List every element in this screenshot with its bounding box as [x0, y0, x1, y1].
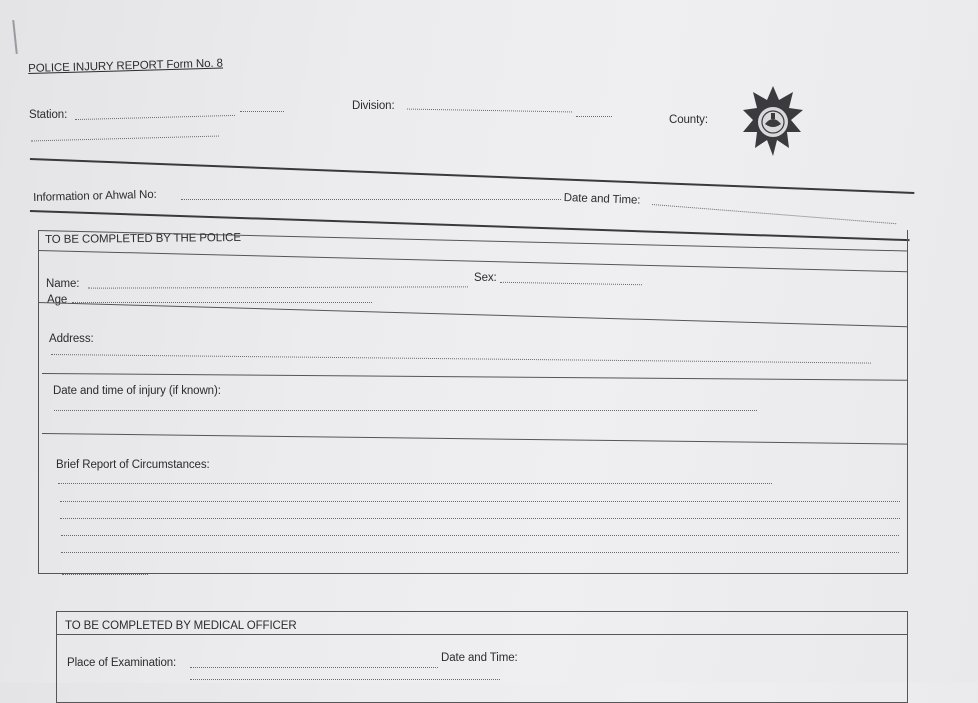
injury-time-label: Date and time of injury (if known): [53, 385, 221, 397]
station-field-ext[interactable] [240, 111, 284, 112]
circumstances-line-2[interactable] [60, 501, 900, 502]
header-date-time-field[interactable] [652, 204, 896, 224]
division-field[interactable] [407, 109, 572, 113]
info-label: Information or Ahwal No: [33, 188, 157, 204]
medical-section-title: TO BE COMPLETED BY MEDICAL OFFICER [65, 620, 297, 632]
police-section-title: TO BE COMPLETED BY THE POLICE [45, 231, 241, 246]
name-label: Name: [46, 278, 80, 290]
place-label: Place of Examination: [67, 657, 177, 669]
form-title: POLICE INJURY REPORT Form No. 8 [28, 57, 224, 75]
address-label: Address: [49, 333, 94, 345]
circumstances-line-1[interactable] [58, 483, 772, 484]
division-field-ext[interactable] [576, 116, 612, 117]
medical-date-time-label: Date and Time: [441, 652, 518, 664]
county-label: County: [669, 114, 708, 126]
circumstances-line-3[interactable] [60, 518, 900, 519]
header-date-time-label: Date and Time: [563, 192, 641, 207]
info-field[interactable] [181, 199, 561, 200]
circumstances-line-6[interactable] [62, 574, 148, 575]
station-field-line2[interactable] [31, 136, 219, 142]
place-field-line2[interactable] [190, 679, 500, 680]
station-field[interactable] [75, 115, 235, 120]
circumstances-line-5[interactable] [61, 552, 899, 553]
circumstances-line-4[interactable] [61, 535, 899, 536]
sex-label: Sex: [474, 272, 497, 284]
police-seal-icon [741, 84, 805, 164]
injury-time-field[interactable] [54, 410, 757, 411]
police-section [38, 230, 908, 574]
circumstances-label: Brief Report of Circumstances: [56, 459, 210, 471]
age-field[interactable] [72, 302, 372, 303]
paper-mark [12, 20, 18, 54]
place-field[interactable] [190, 667, 438, 668]
medical-title-rule [56, 634, 908, 635]
station-label: Station: [29, 109, 68, 121]
age-label: Age [47, 294, 68, 306]
division-label: Division: [352, 100, 395, 112]
